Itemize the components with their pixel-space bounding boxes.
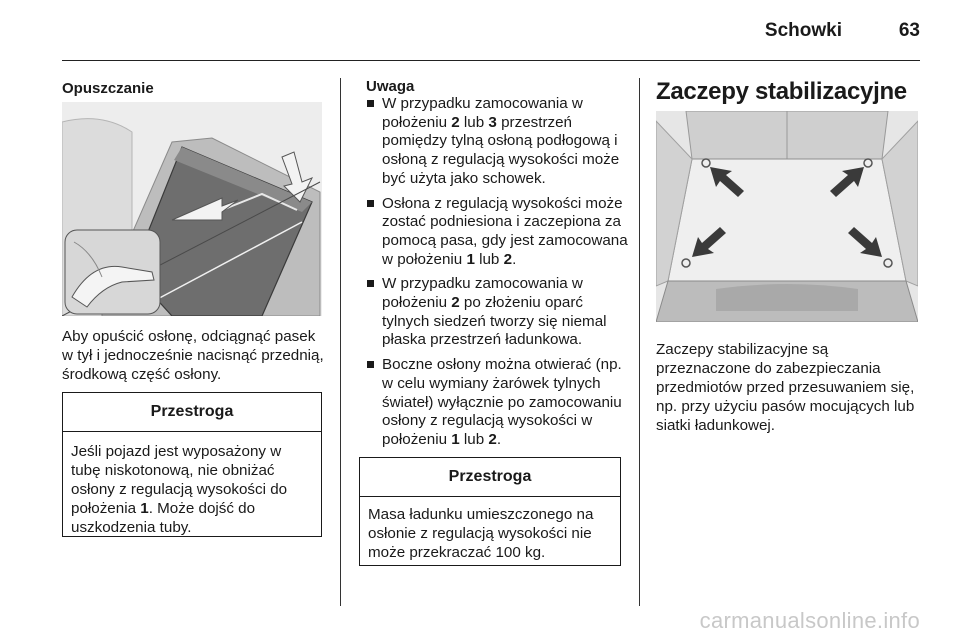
illustration-cover-lowering	[62, 102, 322, 316]
column-divider-2	[639, 78, 640, 606]
caution-title: Przestroga	[63, 393, 321, 432]
illustration-cover-lowering-drawing	[62, 102, 322, 316]
note-text: .	[496, 430, 502, 448]
illustration-tie-down-eyes-drawing	[656, 111, 918, 322]
note-text: Osłona z regulacją wysokości może zostać podniesiona i zaczepiona za pomocą pasa, gdy jest zamocowana w położeniu	[382, 194, 628, 268]
caution-text-part: Jeśli pojazd jest wyposażony w tubę niskotonową, nie obniżać osłony z regulacją wysokości do położenia	[71, 443, 288, 517]
page-number: 63	[898, 20, 920, 41]
note-text: lub	[459, 430, 489, 448]
note-text: W przypadku zamocowania w położeniu	[382, 95, 583, 131]
note-position-number: 2	[488, 430, 497, 448]
note-item	[366, 95, 632, 189]
caution-text-part: . Może dojść do uszkodzenia tuby.	[71, 500, 256, 536]
running-header-title: Schowki	[764, 20, 842, 41]
note-position-number: 1	[466, 250, 475, 268]
tie-downs-description: Zaczepy stabilizacyjne są przeznaczone do zabezpieczania przedmiotów przed przesuwaniem się, np. przy użyciu pasów mocujących lub siatki ładunkowej.	[656, 341, 915, 434]
note-position-number: 1	[451, 430, 460, 448]
caution-box-middle	[359, 457, 621, 566]
caution-box-left	[62, 392, 322, 537]
note-position-number: 2	[451, 113, 460, 131]
note-list	[366, 95, 632, 456]
note-label: Uwaga	[366, 78, 415, 95]
note-text: po złożeniu oparć tylnych siedzeń tworzy się niemal płaska przestrzeń ładunkowa.	[382, 294, 607, 349]
section-heading-tie-downs: Zaczepy stabilizacyjne	[656, 78, 907, 105]
note-position-number: 2	[503, 250, 513, 268]
caution-text: Masa ładunku umieszczonego na osłonie z regulacją wysokości nie może przekraczać 100 kg.	[368, 506, 594, 561]
note-item	[366, 356, 632, 450]
note-text: .	[512, 250, 517, 268]
header-rule	[62, 60, 920, 61]
column-divider-1	[340, 78, 341, 606]
lowering-instructions: Aby opuścić osłonę, odciągnąć pasek w tył i jednocześnie nacisnąć przednią, środkową część osłony.	[62, 328, 324, 383]
note-text: Boczne osłony można otwierać (np. w celu wymiany żarówek tylnych świateł) wyłącznie po zamocowaniu osłony z regulacją wysokości w położeniu	[382, 356, 622, 448]
caution-text-bold: 1	[140, 500, 149, 517]
note-position-number: 3	[488, 113, 497, 131]
note-text: W przypadku zamocowania w położeniu	[382, 275, 583, 312]
note-text: lub	[474, 250, 504, 268]
note-text: przestrzeń pomiędzy tylną osłoną podłogową i osłoną z regulacją wysokości może być użyta jako schowek.	[382, 113, 620, 187]
caution-title: Przestroga	[360, 458, 620, 497]
note-item	[366, 275, 632, 350]
note-item	[366, 195, 632, 270]
caution-text	[63, 432, 321, 543]
illustration-tie-down-eyes	[656, 111, 918, 322]
section-label-lowering: Opuszczanie	[62, 80, 154, 97]
note-text: lub	[459, 113, 489, 131]
note-position-number: 2	[451, 294, 460, 312]
watermark: carmanualsonline.info	[699, 608, 920, 633]
